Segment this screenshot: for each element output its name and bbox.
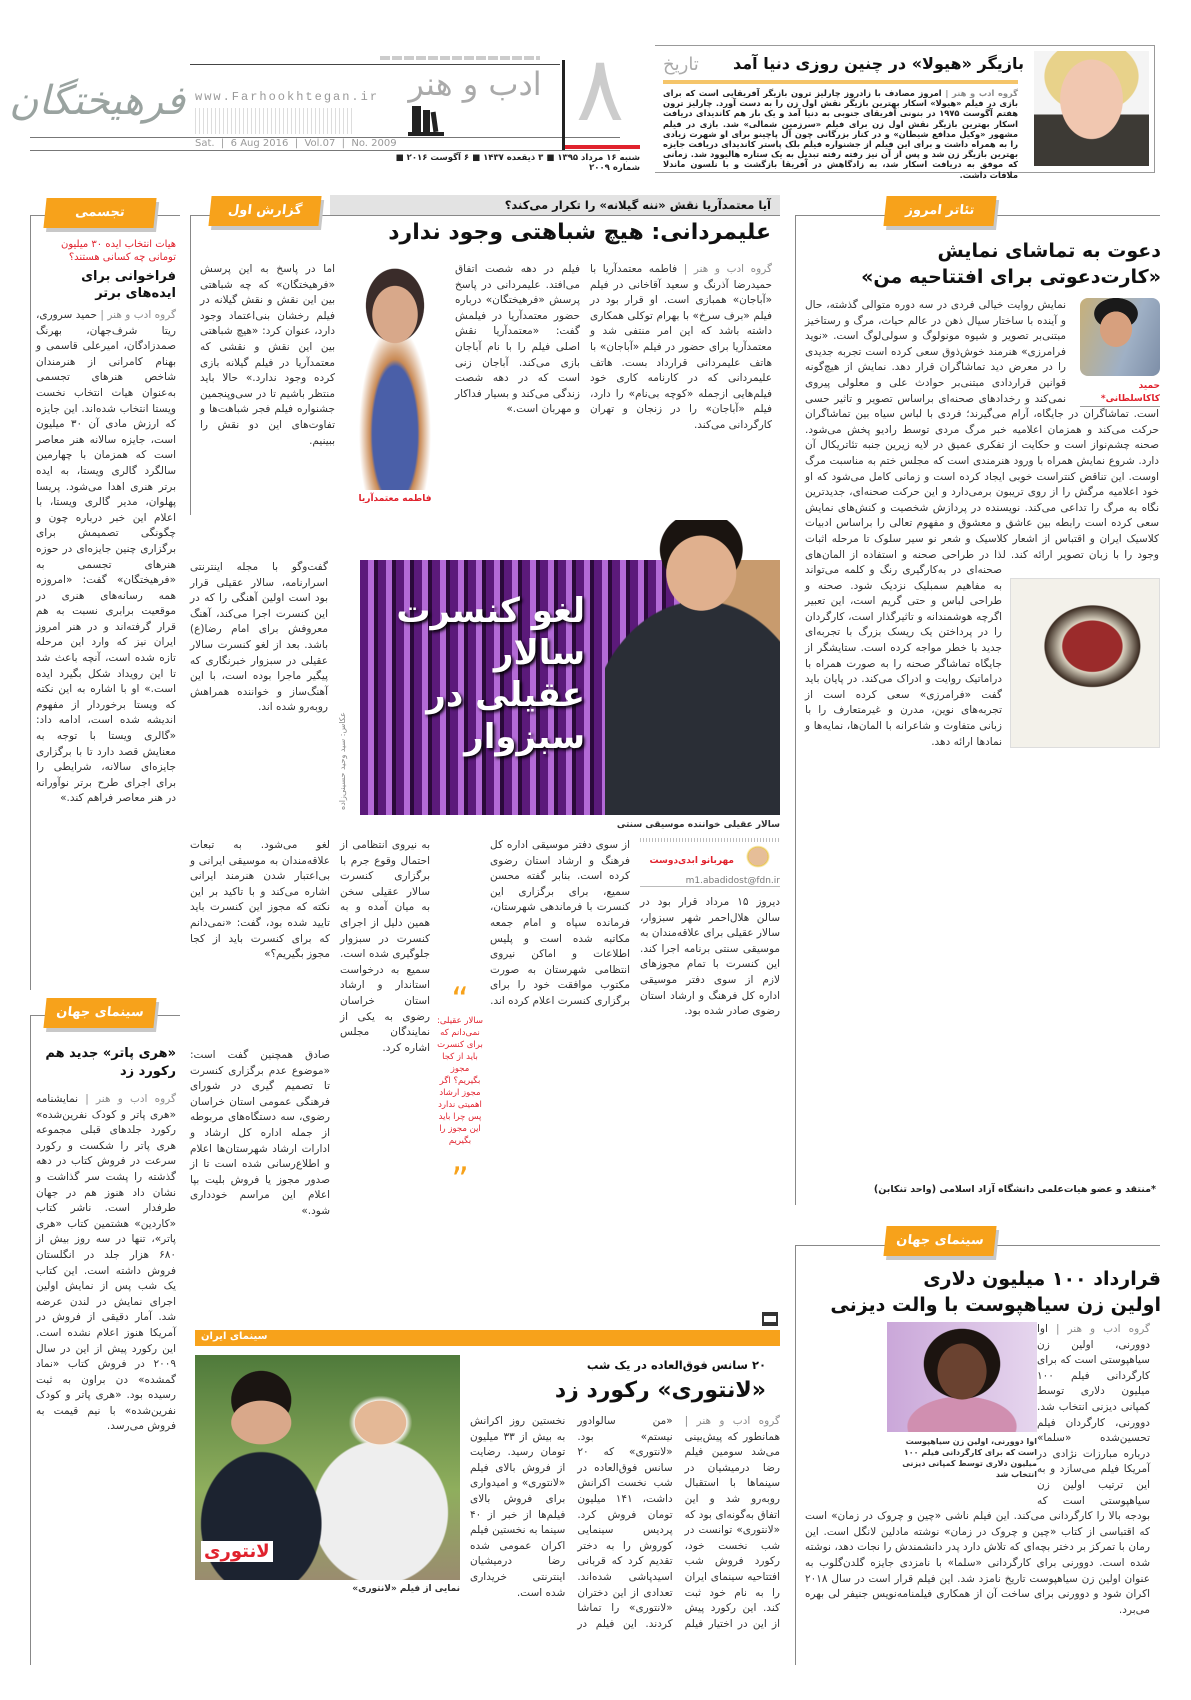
lantouri-title: «لانتوری» رکورد زد [554, 1378, 766, 1403]
film-icon [762, 1312, 778, 1326]
badge-world-cinema-left: سینمای جهان [43, 998, 156, 1028]
first-report-col-right: گروه ادب و هنر | فاطمه معتمدآریا با حمیدرضا آذرنگ و سعید آقاخانی در فیلم «آباجان» همبازی است. او قرار بود در فیلم «برف سرخ» با بهرام توکلی همکاری داشته باشد که این امر منتفی شد و معتمدآریا برای حضور در فیلم «آباجان» با هاتف علیمردانی قرارداد بست. هاتف علیمردانی که در کارنامه کاری خود فیلم‌هایی ازجمله «کوچه بی‌نام» را دارد، فیلم «آباجان» را در زنجان و تهران کارگردانی می‌کند. [590, 263, 773, 431]
logo: فرهیختگان [9, 78, 185, 124]
books-icon [408, 104, 444, 136]
photo-credit: عکاس: سید وحید حسینی‌زاده [338, 712, 347, 810]
author-photo [738, 844, 778, 872]
author-email[interactable]: m1.abadidost@fdn.ir [640, 876, 780, 887]
badge-first-report: گزارش اول [208, 196, 321, 226]
salar-col-4: به نیروی انتظامی از احتمال وقوع جرم با برگزاری کنسرت سالار عقیلی سخن به میان آمده و به همین دلیل از اجرای کنسرت در سبزوار جلوگیری شده است. سمیع به درخواست استاندار و ارشاد استان خراسان رضوی به یکی از نمایندگان مجلس اشاره کرد. [340, 839, 430, 1054]
ava-duvernay-photo [887, 1322, 1037, 1432]
duvernay-title-1: قرارداد ۱۰۰ میلیون دلاری [923, 1268, 1161, 1290]
page-number: ۸ [575, 37, 625, 142]
english-date: Sat. | 6 Aug 2016 | Vol.07 | No. 2009 [195, 138, 397, 149]
motamedarya-photo [345, 265, 445, 490]
sculpture-body: گروه ادب و هنر | حمید سروری، ریتا شرف‌جهان، بهرنگ صمدزادگان، امیرعلی قاسمی و بهنام کامرانی از هنرمندان شاخص هنرهای تجسمی به‌عنوان هیات انتخاب نخست ویستا انتخاب شده‌اند. این جایزه که ارزش مادی آن ۳۰ میلیون است، جایزه سالانه هنر معاصر است که همزمان با چهارمین سالگرد گالری ویستا، به ایده برتر هنری اهدا می‌شود. پریسا پهلوان، مدیر گالری ویستا، با اعلام این خبر درباره چون و چگونگی تصمیمش برای برگزاری چنین جایزه‌ای در حوزه هنرهای تجسمی به «فرهیختگان» گفت: «امروزه همه رسانه‌های هنری در موقعیت برابری نسبت به هم قرار گرفته‌اند و در هنر امروز ایران نیز که وارد این مرحله تازه شده است، آنچه باعث شد تا این رویداد شکل بگیرد ایده است.» او با اشاره به این نکته که ویستا برخوردار از مفهوم اندیشه شده است، ادامه داد: «گالری ویستا با توجه به معنایش قصد دارد تا با برگزاری جایزه‌ای سالانه، شرایطی را برای اجرای طرح برتر نوآورانه در هنر معاصر فراهم کند.» [36, 309, 177, 805]
salar-col-2: دیروز ۱۵ مرداد قرار بود در سالن هلال‌احمر شهر سبزوار، سالار عقیلی برای علاقه‌مندان به موسیقی سنتی برنامه اجرا کند. این کنسرت با تمام مجوزهای لازم از سوی دفتر موسیقی اداره کل فرهنگ و ارشاد استان رضوی صادر شده بود. [640, 896, 781, 1018]
theater-author-block [1074, 298, 1160, 404]
duvernay-body: اوا دوورنی، اولین زن سیاهپوست است که برای کارگردانی فیلم ۱۰۰ میلیون دلاری توسط کمپانی دیزنی انتخاب شد گروه ادب و هنر | اوا دوورنی، اولین زن سیاهپوستی است که برای کارگردانی فیلم ۱۰۰ میلیون دلاری توسط کمپانی دیزنی انتخاب شد. دوورنی، کارگردان فیلم تحسین‌شده «سلما» درباره مبارزات نژادی در آمریکا فیلم می‌سازد و به این ترتیب اولین زن سیاهپوستی است که بودجه بالا را کارگردانی می‌کند. این فیلم ناشی «چین و چروک در زمان» است که اقتباسی از کتاب «چین و چروک در زمان» نوشته مادلین لانگل است. این رمان با تمرکز بر دختر بچه‌ای که تلاش دارد پدر دانشمندش را نجات دهد، نوشته شده است. دوورنی برای کارگردانی «سلما» با نامزدی جایزه گلدن‌گلوب به عنوان اولین زن سیاهپوست تاریخ نامزد شد. این فیلم قرار است در سال ۲۰۱۸ اکران شود و دوورنی برای ساخت آن از همکاری فیلمنامه‌نویس جنیفر لی بهره می‌برد. [805, 1323, 1150, 1616]
history-box [655, 45, 1155, 180]
section-name: ادب و هنر [408, 65, 542, 103]
author-name: مهربانو ابدی‌دوست [649, 856, 734, 866]
badge-world-cinema-right: سینمای جهان [883, 1226, 996, 1256]
theater-poster-mask [1010, 578, 1160, 748]
duvernay-photo-block [805, 1322, 1037, 1494]
salar-caption: سالار عقیلی خواننده موسیقی سنتی [616, 820, 780, 830]
sculpture-kicker: هیات انتخاب ایده ۳۰ میلیون تومانی چه کسانی هستند؟ [61, 239, 176, 263]
lantouri-body: گروه ادب و هنر | همانطور که پیش‌بینی می‌شد سومین فیلم رضا درمیشیان در سینماها با استقبال روبه‌رو شد و این اتفاق به‌گونه‌ای بود که «لانتوری» توانست در شب نخست خود، رکورد فروش شب افتتاحیه سینمای ایران را به نام خود ثبت کند. این رکورد پیش از این در اختیار فیلم «من سالوادور نیستم» بود. «لانتوری» که ۲۰ سانس فوق‌العاده در شب نخست اکرانش داشت، ۱۴۱ میلیون تومان فروش کرد. پردیس سینمایی کوروش را به دختر تقدیم کرد که قربانی اسیدپاشی شده‌اند. تعدادی از این دختران «لانتوری» را تماشا کردند. این فیلم در نخستین روز اکرانش به بیش از ۳۳ میلیون تومان رسید. رضایت از فروش بالای فیلم «لانتوری» و امیدواری برای فروش بالای فیلم‌ها از خبر از ۴۰ سینما به نخستین فیلم اکران عمومی شده رضا درمیشیان اینترنتی خریداری شده است. [470, 1415, 780, 1630]
salar-title: لغو کنسرت سالار عقیلی در سبزوار [396, 591, 585, 757]
poster-title: لانتوری [201, 1541, 273, 1562]
motamedarya-caption: فاطمه معتمدآریا [358, 494, 432, 504]
quote-open-icon: “ [451, 980, 469, 1020]
first-report-title: علیمردانی: هیچ شباهتی وجود ندارد [388, 220, 771, 245]
theater-author: حمید کاکاسلطانی* [1080, 380, 1160, 407]
lantouri-kicker: ۲۰ سانس فوق‌العاده در یک شب [586, 1358, 766, 1372]
salar-col-5: لغو می‌شود. به تبعات علاقه‌مندان به موسیقی ایرانی و بی‌اعتبار شدن هنرمند ایرانی اشاره می‌کند و با تاکید بر این نکته که مجوز این کنسرت باید تایید شده بود، گفت: «نمی‌دانم که برای کنسرت باید از کجا مجوز بگیریم؟» [190, 839, 330, 961]
charlize-theron-photo [1034, 51, 1149, 166]
theater-title-1: دعوت به تماشای نمایش [937, 240, 1161, 262]
theater-body-text: نمایش روایت خیالی فردی در سه دوره متوالی گذشته، حال و آینده با ساختار سیال ذهن در عالم حیات، مرگ و رستاخیز مبتنی‌بر تصویر و شیوه مونولوگ و سولی‌لوگ است. «نوید فرامرزی» هنرمند خوش‌ذوق سعی کرده است تجربه جدیدی را در معرض دید تماشاگران قرار دهد. نمایش از هیچ‌گونه قوانین قراردادی مبتنی‌بر حوادث علی و معلولی پیروی نمی‌کند و رخدادهای صحنه‌ای براساس تصویر و تاثیر حسی است. تماشاگران در جایگاه، آرام می‌گیرند؛ فردی با لباس سیاه بین تماشاگران حرکت می‌کند و همزمان اعلامیه خبر مرگ مردی توسط رادیو پخش می‌شود. صحنه چشم‌نواز است و حکایت از تفکری عمیق در لایه زیرین جنبه تئاتریکال آن دارد. شروع نمایش همراه با ورود هنرمندی است که مجلس ختم به مناسبت مرگ اوست. این تناقض کنتراست خوبی ایجاد کرده است و زمانی کامل می‌شود که او خود اعلامیه مرگش را از روی تریبون برمی‌دارد و این حرکت صحنه‌ای، جدیدترین نگاه به مرگ را تداعی می‌کند. نویسنده در پردازش شخصیت و کنش‌های نمایش سعی کرده است رابطه بین عاشق و معشوق و مفهوم تعالی را براساس ادبیات کلاسیک ایران و اقتباس از اشعار کلاسیک و شعر نو سیر سلوک تا مرحله اثبات وجود را با زبان تصویر ارائه کند. لذا در طراحی صحنه و استفاده از المان‌های صحنه‌ای در به‌کارگیری رنگ و کلمه می‌تواند به مفاهیم سمبلیک نزدیک شود. صحنه و طراحی لباس و حتی گریم است، این تعبیر اگرچه هوشمندانه و تاثیرگذار است، کارگردان را در پرداختن یک ریسک بزرگ با تجربه‌ای جدید با خطر مواجه کرده است. ستایشگر از جایگاه تماشاگر صحنه را به صورت همراه با دراماتیک روایت و ادراک می‌کند. در پایان باید گفت «فرامرزی» سعی کرده است از تجربه‌های نوین، مدرن و غیرمتعارف را با زبانی متفاوت و شاعرانه با المان‌ها، نمایه‌ها و نمادها ارائه دهد. [805, 299, 1159, 748]
lantouri-caption: نمایی از فیلم «لانتوری» [352, 1584, 460, 1594]
history-title: بازیگر «هیولا» در چنین روزی دنیا آمد [733, 54, 1024, 73]
persian-date: شنبه ۱۶ مرداد ۱۳۹۵ ■ ۳ ذیقعده ۱۴۳۷ ■ ۶ آگوست ۲۰۱۶ ■ شماره ۲۰۰۹ [395, 153, 640, 173]
theater-footnote: *منتقد و عضو هیات‌علمی دانشگاه آزاد اسلامی (واحد تنکابن) [873, 1184, 1156, 1195]
salar-col-6: صادق همچنین گفت است: «موضوع عدم برگزاری کنسرت تا تصمیم گیری در شورای فرهنگی عمومی استان خراسان رضوی، سه دستگاه‌های مربوطه از جمله اداره کل ارشاد و ادارات ارشاد شهرستان‌ها اعلام و اطلاع‌رسانی شده است تا از صدور مجوز یا فروش بلیت بپا اعلام این مراسم خودداری شود.» [190, 1049, 330, 1217]
theater-body [805, 298, 1160, 1176]
section-bar-cinema-iran: سینمای ایران [195, 1330, 780, 1346]
badge-theater-today: تئاتر امروز [883, 196, 996, 226]
salar-col-3: از سوی دفتر موسیقی اداره کل فرهنگ و ارشاد استان رضوی کرده است. بنابر گفته محسن سمیع، برای برگزاری این کنسرت با فرماندهی شهرستان، فرمانده سپاه و امام جمعه مکاتبه شده است و پلیس اطلاعات و اماکن نیروی انتظامی شهرستان به صورت مکتوب موافقت خود را برای برگزاری کنسرت اعلام کرده اند. [490, 839, 630, 1007]
duvernay-caption: اوا دوورنی، اولین زن سیاهپوست است که برای کارگردانی فیلم ۱۰۰ میلیون دلاری توسط کمپانی دیزنی انتخاب شد [902, 1437, 1037, 1479]
salar-col-1: گفت‌وگو با مجله اینترنتی اسرارنامه، سالار عقیلی قرار بود است اولین آهنگی را که در این کنسرت اجرا می‌کند، آهنگ معروفش برای امام رضا(ع) باشد. بعد از لغو کنسرت سالار عقیلی در سبزوار خبرنگاری که پیگیر ماجرا بوده است، با این آهنگ‌ساز و خواننده همراهش روبه‌رو شده اند. [190, 561, 328, 714]
website[interactable]: www.Farhookhtegan.ir [195, 90, 380, 104]
duvernay-title-2: اولین زن سیاهپوست با والت دیزنی [830, 1294, 1161, 1316]
first-report-kicker: آیا معتمدآریا نقش «ننه گیلانه» را تکرار می‌کند؟ [504, 198, 771, 212]
theater-title-2: «کارت‌دعوتی برای افتتاحیه من» [861, 266, 1161, 288]
author-photo-kakasoltani [1080, 298, 1160, 376]
lantouri-photo [195, 1355, 460, 1580]
first-report-col-left: اما در پاسخ به این پرسش «فرهیختگان» که چه شباهتی بین این نقش و نقش گیلانه در فیلم رخشان بنی‌اعتماد وجود دارد، عنوان کرد: «هیچ شباهتی بین این نقش و نقشی که معتمدآریا در فیلم گیلانه بازی کرده وجود ندارد.» حالا باید منتظر باشیم تا در سی‌وپنجمین جشنواره فیلم فجر شباهت‌ها و تفاوت‌های این دو نقش را ببینیم. [200, 263, 335, 447]
sculpture-title: فراخوانی برای ایده‌های برتر [81, 269, 176, 301]
harry-title: «هری پاتر» جدید هم رکورد زد [45, 1046, 176, 1079]
history-body: گروه ادب و هنر | امروز مصادف با زادروز چارلیز ترون بازیگر آفریقایی است که برای بازی در فیلم «هیولا» اسکار بهترین بازیگر نقش اول زن را به دست آورد. چارلیز ترون هفتم آگوست ۱۹۷۵ در بنونی آفریقای جنوبی به دنیا آمد و یک بار هم کاندیدای دریافت اسکار بهترین بازیگر نقش اول زن برای فیلم «سرزمین شمالی» شد. بازی در فیلم مشهور «وکیل مدافع شیطان» و در کنار بزرگانی چون آل پاچینو برای او شهرت زیادی را به همراه داشت و برای این فیلم از جشنواره فیلم بلک پاستر کاندیدای دریافت جایزه بهترین بازیگر زن شد و پس از آن نیز رفته رفته تبدیل به یک ستاره هالیوود شد. زمانی که موفق به دریافت اسکار شد، به زادگاهش در آفریقا بازگشت و با نلسون ماندلا ملاقات داشت. [663, 88, 1019, 180]
badge-sculpture: تجسمی [43, 198, 156, 228]
first-report-col-mid: فیلم در دهه شصت اتفاق می‌افتد. علیمردانی در پاسخ پرسش «فرهیختگان» درباره حضور معتمدآریا در فیلمش گفت: «معتمدآریا نقش اصلی فیلم را با نام آباجان بازی می‌کند. آباجان زنی است که در دهه شصت زندگی می‌کند و بسیار فداکار و مهربان است.» [455, 263, 580, 416]
quote-box [436, 980, 484, 1200]
harry-body: گروه ادب و هنر | نمایشنامه «هری پاتر و کودک نفرین‌شده» رکورد جلدهای قبلی مجموعه هری پاتر را شکست و رکورد سرعت در فروش کتاب در دهه گذشته را پشت سر گذاشت و نشان داد هنوز هم در جهان طرفدار است. ناشر کتاب «کاردین» هشتمین کتاب «هری پاتر»، تنها در سه روز بیش از ۶۸۰ هزار جلد در انگلستان فروش داشته است. این کتاب یک شب پس از نمایش اولین اجرای نمایش در لندن عرضه شد. آمار دقیقی از فروش در آمریکا هنوز اعلام نشده است. این رکورد پیش از این در سال ۲۰۰۹ در فروش کتاب «نماد گمشده» دن براون به ثبت رسیده بود. «هری پاتر و کودک نفرین‌شده» با نیم قیمت به فروش می‌رسد. [36, 1093, 176, 1433]
quote-close-icon: ” [451, 1160, 469, 1200]
pull-quote: سالار عقیلی: نمی‌دانم که برای کنسرت باید از کجا مجوز بگیریم؟ اگر مجوز ارشاد اهمیتی ندارد پس چرا باید این مجوز را بگیریم [436, 1016, 484, 1146]
history-label: تاریخ [663, 54, 699, 75]
